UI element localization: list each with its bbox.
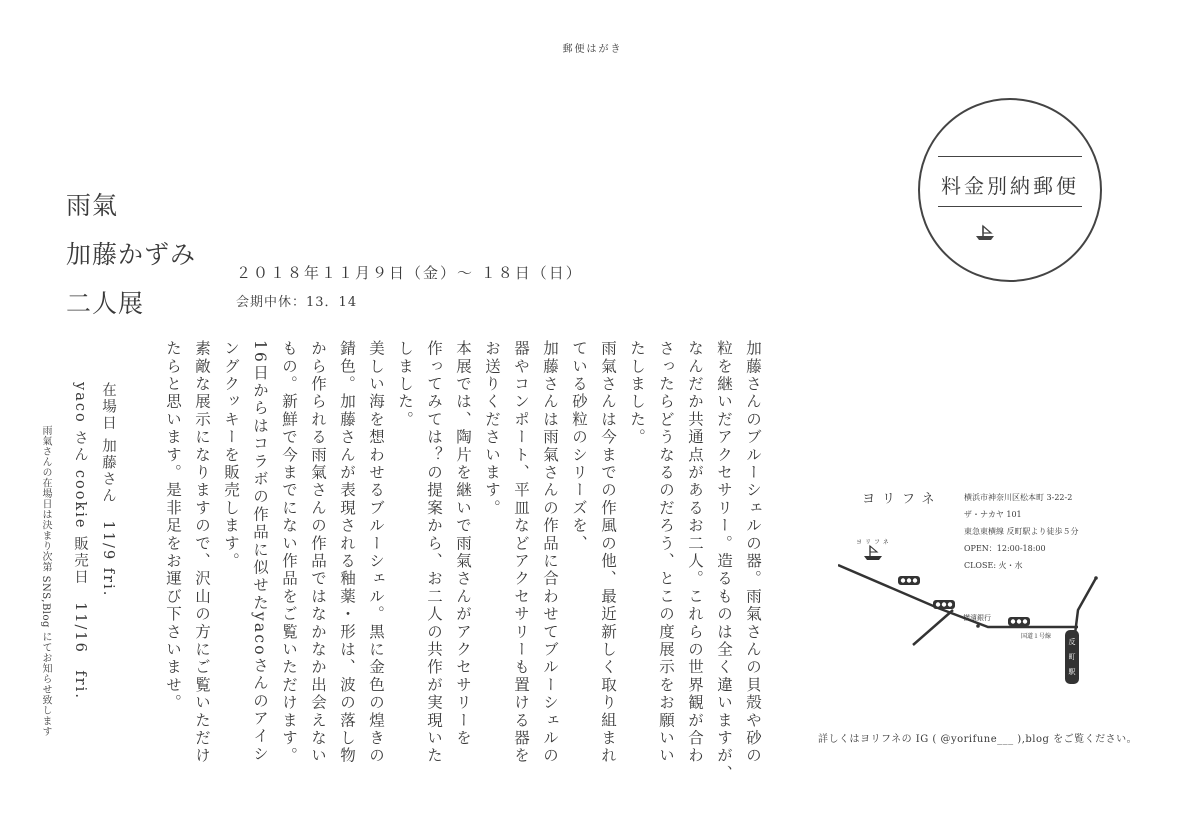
body-text	[158, 340, 767, 783]
attendance-yaco: yaco さん cookie 販売日 11/16 fri.	[72, 382, 88, 700]
body-line: 粒を継いだアクセサリー。造るものは全く違いますが、	[715, 340, 733, 783]
traffic-light-icon	[898, 576, 920, 585]
map-shop-label: ヨリフネ	[856, 539, 892, 546]
body-line: たしました。	[628, 340, 646, 447]
boat-icon	[864, 546, 882, 560]
attendance-kato: 在場日 加藤さん 11/9 fri.	[100, 382, 116, 598]
body-line: ている砂粒のシリーズを、	[570, 340, 588, 553]
shop-close: CLOSE: 火・水	[964, 561, 1023, 570]
postcard-header: 郵便はがき	[562, 44, 623, 55]
body-line: 作ってみては？の提案から、お二人の共作が実現いた	[425, 340, 443, 765]
shop-access: 東急東横線 反町駅より徒歩５分	[964, 527, 1079, 536]
shop-address: 横浜市神奈川区松本町 3-22-2	[964, 493, 1073, 502]
stamp-bottom-rule	[938, 206, 1082, 207]
bank-marker	[976, 624, 980, 628]
body-line: たらと思います。是非足をお運び下さいませ。	[164, 340, 182, 712]
body-line: なんだか共通点があるお二人。これらの世界観が合わ	[686, 340, 704, 765]
station-char: 駅	[1068, 668, 1076, 676]
access-map	[838, 480, 1098, 699]
postage-paid-stamp	[918, 98, 1102, 282]
shop-logo: ヨリフネ	[862, 492, 942, 507]
body-line: もの。新鮮で今までにない作品をご覧いただけます。	[280, 340, 298, 765]
body-line: しました。	[396, 340, 414, 429]
shop-open: OPEN：12:00-18:00	[964, 544, 1046, 553]
body-line: さったらどうなるのだろう、とこの度展示をお願いい	[657, 340, 675, 765]
boat-icon	[974, 224, 996, 246]
body-line: ングクッキーを販売します。	[222, 340, 240, 571]
traffic-light-icon	[1008, 617, 1030, 626]
station-char: 反	[1068, 638, 1076, 646]
body-line: 素敵な展示になりますので、沢山の方にご覧いただけ	[193, 340, 211, 765]
stamp-top-rule	[938, 156, 1082, 157]
body-line: から作られる雨氣さんの作品ではなかなか出会えない	[309, 340, 327, 765]
title-artist-2: 加藤かずみ	[66, 240, 197, 269]
closed-days: 会期中休：13．14	[236, 295, 358, 310]
stamp-label: 料金別納郵便	[941, 174, 1079, 198]
body-line: 美しい海を想わせるブルーシェル。黒に金色の煌きの	[367, 340, 385, 765]
shop-building: ザ・ナカヤ 101	[964, 510, 1022, 519]
body-line: お送りくださいます。	[483, 340, 501, 517]
map-bank-label: 横濱銀行	[963, 614, 991, 622]
map-road-label: 国道１号線	[1021, 633, 1052, 640]
footer-note: 詳しくはヨリフネの IG ( @yorifune___ ),blog をご覧ください。	[818, 734, 1138, 745]
title-artist-1: 雨氣	[66, 191, 119, 220]
side-note: 雨氣さんの在場日は決まり次第 SNS,Blog にてお知らせ致します	[40, 425, 51, 737]
title-exhibition: 二人展	[66, 289, 145, 318]
traffic-light-icon	[933, 600, 955, 609]
body-line: 錆色。加藤さんが表現される釉薬・形は、波の落し物	[338, 340, 356, 765]
body-line: 器やコンポート、平皿などアクセサリーも置ける器を	[512, 340, 530, 765]
body-line: 雨氣さんは今までの作風の他、最近新しく取り組まれ	[599, 340, 617, 765]
station-char: 町	[1068, 653, 1076, 661]
body-line: 本展では、陶片を継いで雨氣さんがアクセサリーを	[454, 340, 472, 748]
body-line: 加藤さんは雨氣さんの作品に合わせてブルーシェルの	[541, 340, 559, 765]
body-line: 加藤さんのブルーシェルの器。雨氣さんの貝殻や砂の	[744, 340, 762, 765]
event-dates: ２０１８年１１月９日（金）〜 １８日（日）	[236, 264, 583, 282]
body-line: 16日からはコラボの作品に似せたyacoさんのアイシ	[251, 340, 269, 763]
